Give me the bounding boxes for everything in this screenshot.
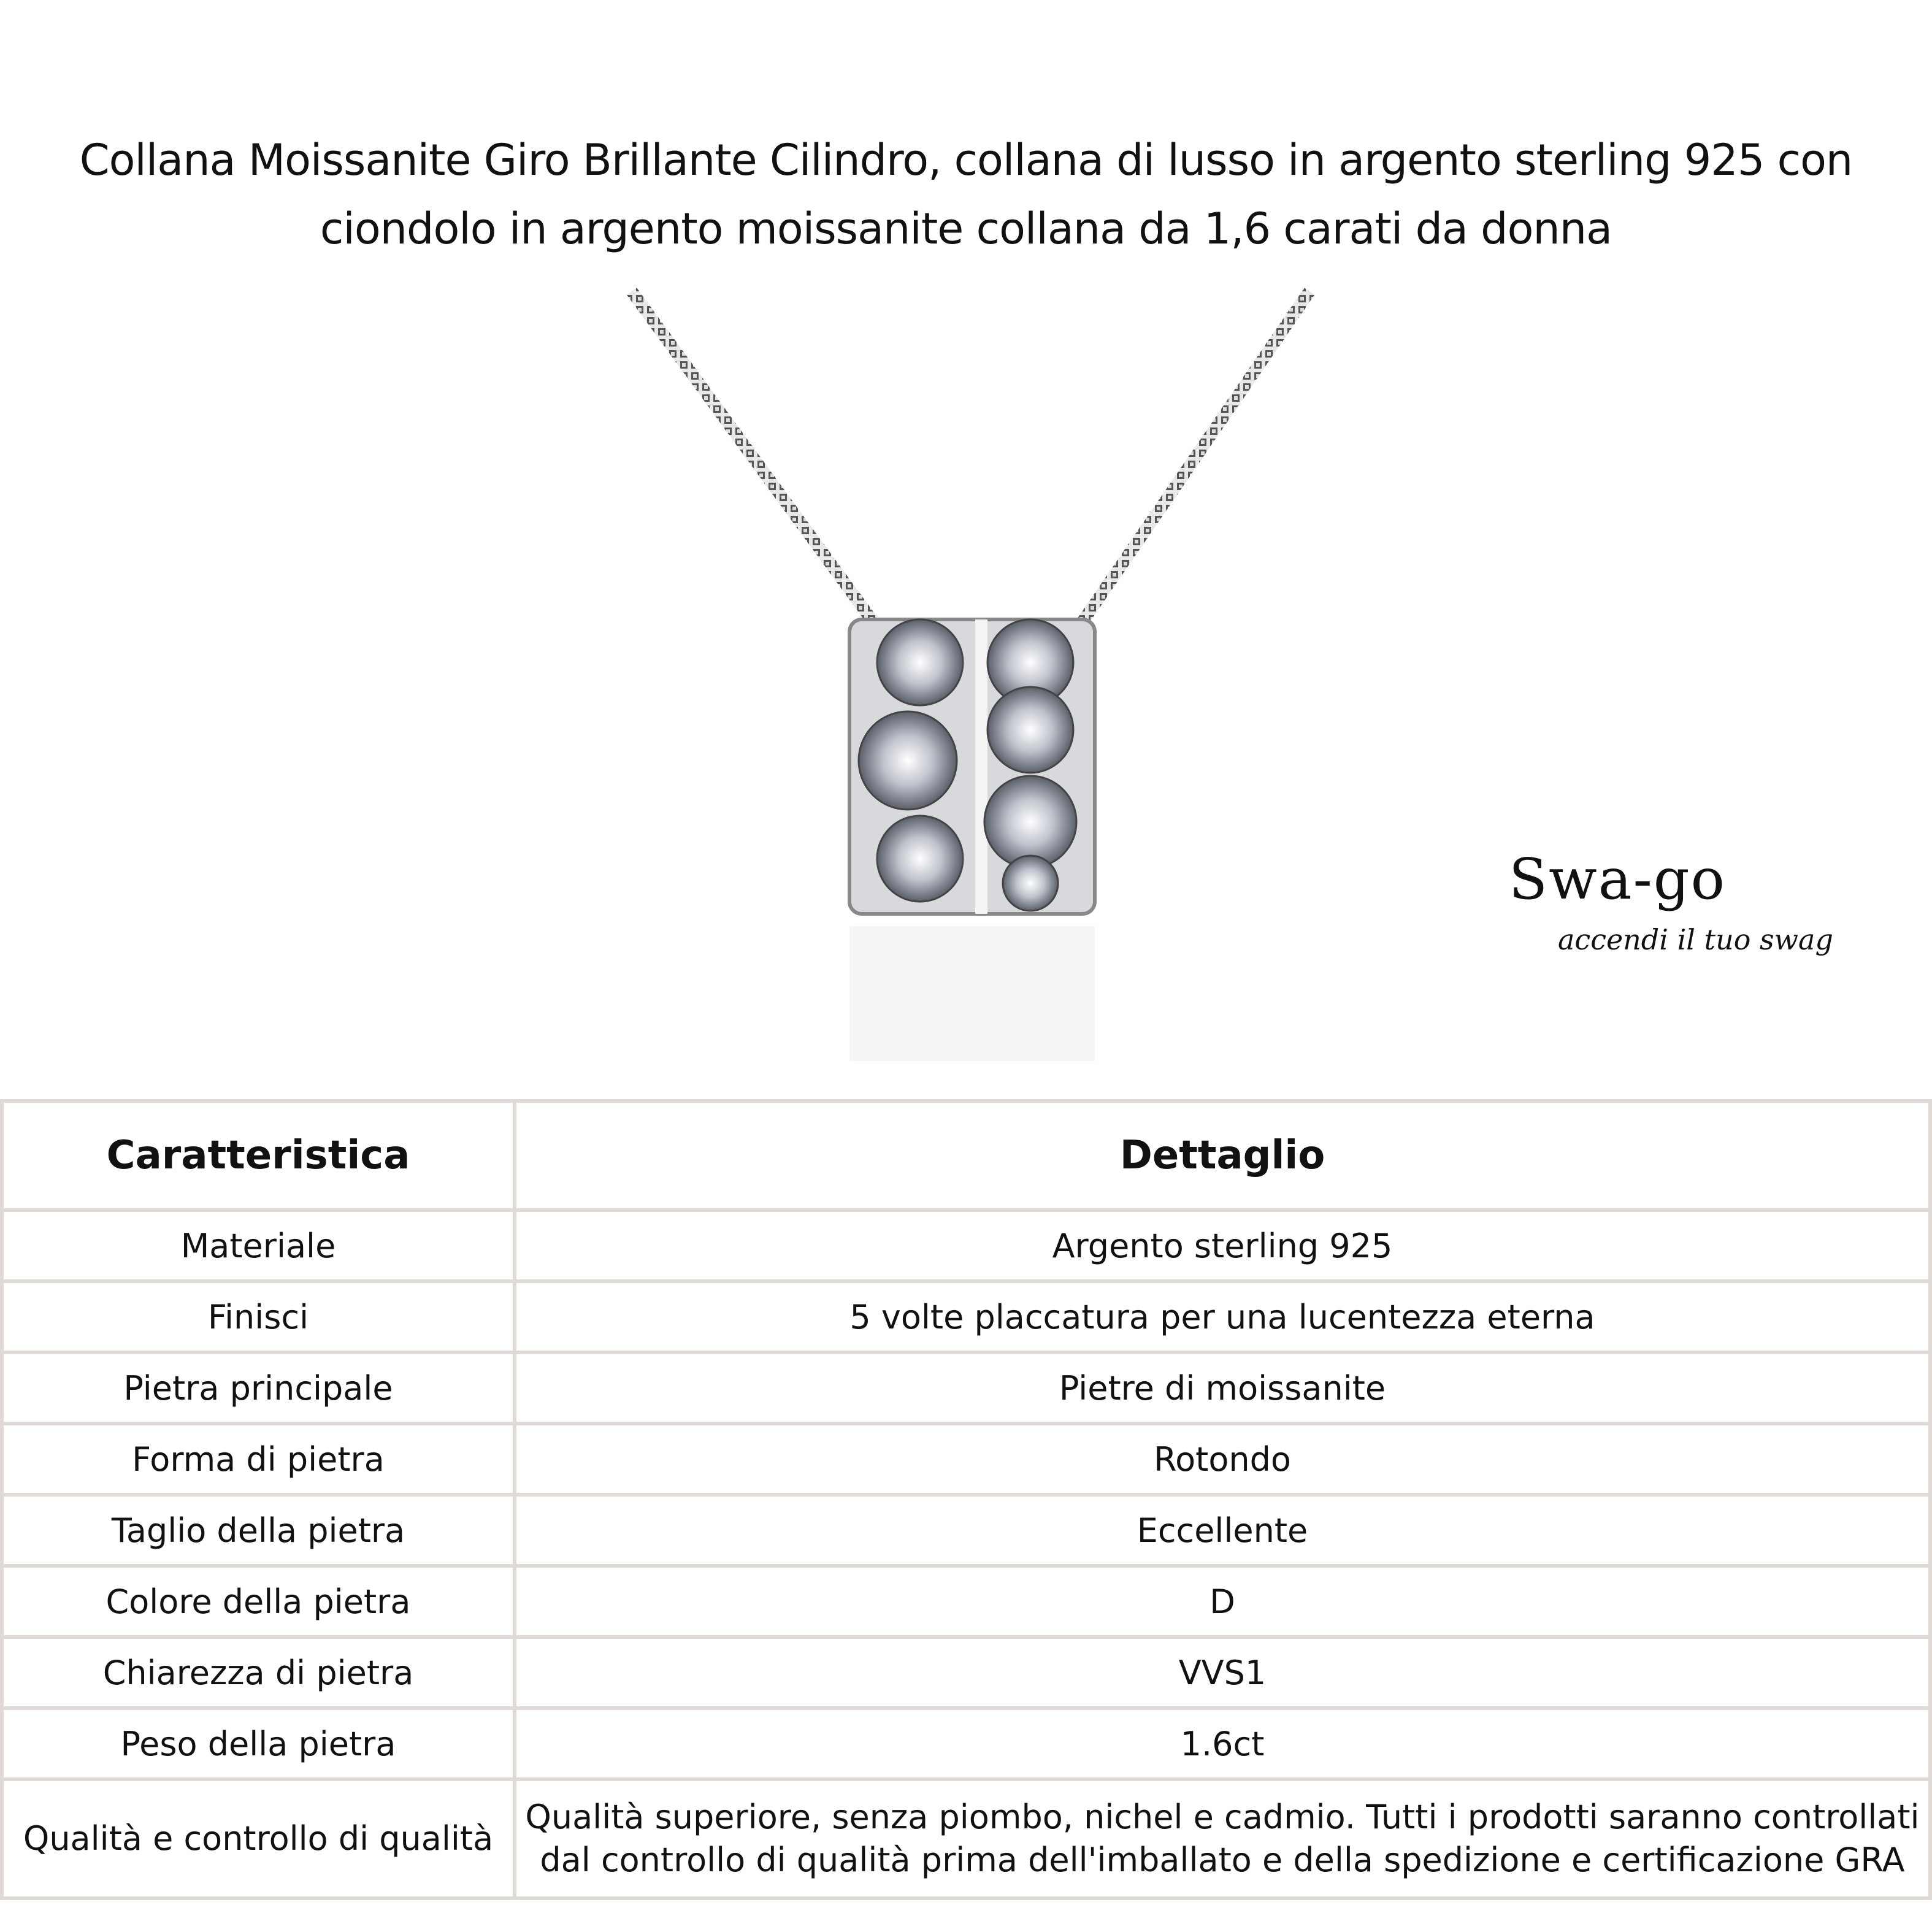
brand-logo	[1497, 846, 1889, 969]
table-row	[2, 1495, 1930, 1566]
detail-cell: D	[515, 1566, 1930, 1637]
logo-tagline: accendi il tuo swag	[1558, 923, 1833, 956]
feature-cell: Peso della pietra	[2, 1708, 515, 1779]
feature-cell: Taglio della pietra	[2, 1495, 515, 1566]
product-title: Collana Moissanite Giro Brillante Cilindro, collana di lusso in argento sterling 925 con ciondolo in argento moissanite collana da 1,6 carati da donna	[79, 135, 1853, 254]
detail-cell: Pietre di moissanite	[515, 1352, 1930, 1424]
feature-cell: Qualità e controllo di qualità	[2, 1779, 515, 1898]
table-row	[2, 1566, 1930, 1637]
necklace-product-image	[601, 282, 1349, 1079]
table-row	[2, 1210, 1930, 1281]
detail-cell: Rotondo	[515, 1424, 1930, 1495]
detail-cell: 5 volte placcatura per una lucentezza eterna	[515, 1281, 1930, 1352]
feature-cell: Materiale	[2, 1210, 515, 1281]
table-header-row	[2, 1101, 1930, 1210]
logo-name: Swa-go	[1509, 846, 1726, 912]
feature-cell: Finisci	[2, 1281, 515, 1352]
feature-cell: Colore della pietra	[2, 1566, 515, 1637]
feature-cell: Forma di pietra	[2, 1424, 515, 1495]
table-row	[2, 1352, 1930, 1424]
detail-cell: VVS1	[515, 1637, 1930, 1708]
table-row	[2, 1637, 1930, 1708]
feature-cell: Pietra principale	[2, 1352, 515, 1424]
header-feature: Caratteristica	[2, 1101, 515, 1210]
detail-cell: Argento sterling 925	[515, 1210, 1930, 1281]
feature-cell: Chiarezza di pietra	[2, 1637, 515, 1708]
detail-cell: 1.6ct	[515, 1708, 1930, 1779]
specs-table	[0, 1099, 1932, 1900]
table-row	[2, 1779, 1930, 1898]
header-detail: Dettaglio	[515, 1101, 1930, 1210]
detail-cell: Qualità superiore, senza piombo, nichel e cadmio. Tutti i prodotti saranno controllati dal controllo di qualità prima dell'imballato e della spedizione e certificazione GRA	[515, 1779, 1930, 1898]
table-row	[2, 1281, 1930, 1352]
table-row	[2, 1424, 1930, 1495]
table-row	[2, 1708, 1930, 1779]
detail-cell: Eccellente	[515, 1495, 1930, 1566]
